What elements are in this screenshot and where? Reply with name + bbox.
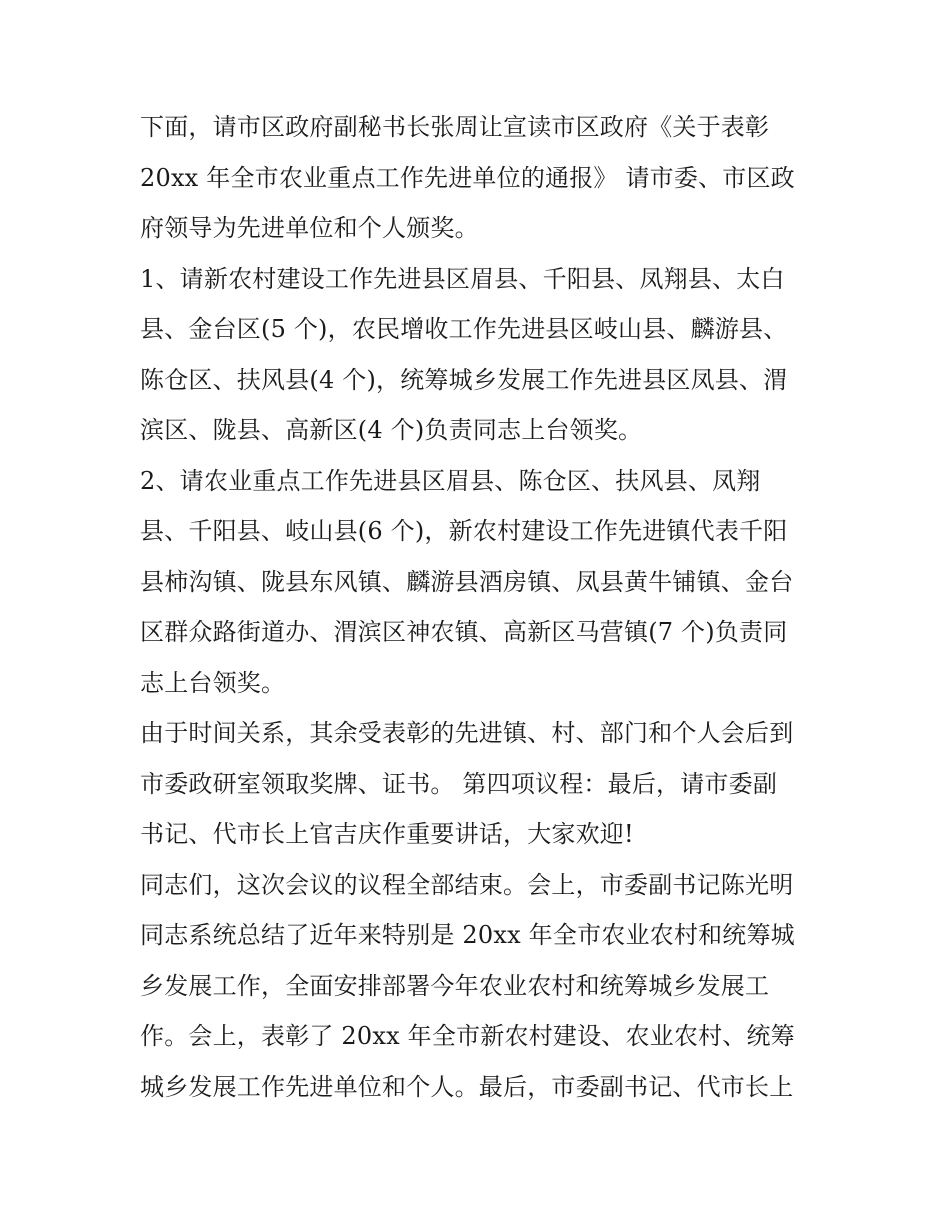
text-line: 陈仓区、扶风县(4 个)，统筹城乡发展工作先进县区凤县、渭 xyxy=(140,365,788,394)
text-line: 府领导为先进单位和个人颁奖。 xyxy=(140,214,479,242)
text-line: 同志们，这次会议的议程全部结束。会上，市委副书记陈光明 xyxy=(140,870,794,899)
text-line: 书记、代市长上官吉庆作重要讲话，大家欢迎! xyxy=(140,820,634,848)
text-line: 乡发展工作，全面安排部署今年农业农村和统筹城乡发展工 xyxy=(140,971,770,1000)
document-body xyxy=(140,102,820,1112)
text-line: 县、千阳县、岐山县(6 个)，新农村建设工作先进镇代表千阳 xyxy=(140,517,788,545)
text-line: 由于时间关系，其余受表彰的先进镇、村、部门和个人会后到 xyxy=(140,719,794,747)
text-line: 滨区、陇县、高新区(4 个)负责同志上台领奖。 xyxy=(140,416,643,444)
text-line: 城乡发展工作先进单位和个人。最后，市委副书记、代市长上 xyxy=(140,1072,794,1101)
text-line: 市委政研室领取奖牌、证书。 第四项议程：最后，请市委副 xyxy=(140,769,778,798)
text-line: 区群众路街道办、渭滨区神农镇、高新区马营镇(7 个)负责同 xyxy=(140,618,788,646)
text-line: 县柿沟镇、陇县东风镇、麟游县酒房镇、凤县黄牛铺镇、金台 xyxy=(140,567,794,596)
text-line: 志上台领奖。 xyxy=(140,668,286,697)
text-line: 同志系统总结了近年来特别是 20xx 年全市农业农村和统筹城 xyxy=(140,921,795,949)
text-line: 1、请新农村建设工作先进县区眉县、千阳县、凤翔县、太白 xyxy=(140,264,785,293)
text-line: 20xx 年全市农业重点工作先进单位的通报》 请市委、市区政 xyxy=(140,163,795,192)
text-line: 2、请农业重点工作先进县区眉县、陈仓区、扶风县、凤翔 xyxy=(140,466,761,495)
text-line: 作。会上，表彰了 20xx 年全市新农村建设、农业农村、统筹 xyxy=(140,1022,795,1050)
text-line: 县、金台区(5 个)，农民增收工作先进县区岐山县、麟游县、 xyxy=(140,315,788,343)
text-line: 下面，请市区政府副秘书长张周让宣读市区政府《关于表彰 xyxy=(140,113,770,141)
